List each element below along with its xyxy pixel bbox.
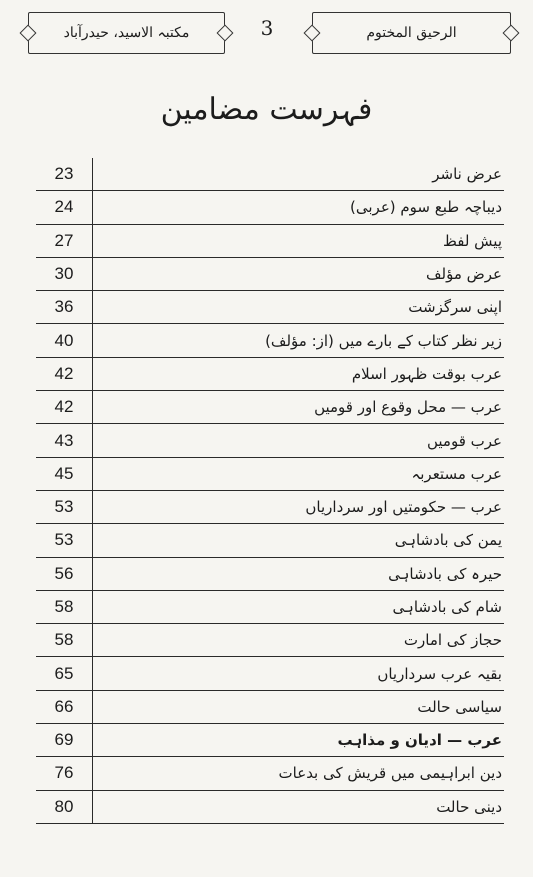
toc-row [36,324,504,357]
toc-row [36,391,504,424]
toc-page-number: 76 [36,757,93,789]
toc-page-number: 58 [36,624,93,656]
toc-page-number: 42 [36,358,93,390]
toc-row [36,591,504,624]
toc-entry-label: یمن کی بادشاہی [394,531,502,550]
toc-entry-label: شام کی بادشاہی [392,598,502,616]
toc-row [36,657,504,690]
toc-row [36,624,504,657]
publisher-text: مکتبہ الاسید، حیدرآباد [63,25,190,41]
toc-row [36,724,504,757]
toc-entry-label: عرب بوقت ظہور اسلام [351,364,502,383]
toc-entry-label: حجاز کی امارت [403,631,502,650]
toc-entry-label: اپنی سرگزشت [408,298,502,317]
book-title-text: الرحیق المختوم [366,25,457,41]
toc-page-number: 43 [36,424,93,456]
toc-row [36,458,504,491]
toc-entry-label: زیر نظر کتاب کے بارے میں (از: مؤلف) [265,331,502,350]
toc-page-number: 40 [36,324,93,356]
toc-entry-label: عرض ناشر [432,165,502,184]
table-of-contents [36,158,504,824]
book-title-frame [312,12,511,54]
toc-row [36,757,504,790]
toc-page-number: 24 [36,191,93,223]
contents-title: فہرست مضامین [160,92,373,127]
toc-row [36,158,504,191]
toc-page-number: 69 [36,724,93,756]
toc-row [36,291,504,324]
toc-entry-label: عرب مستعربہ [411,464,502,483]
toc-page-number: 58 [36,591,93,623]
toc-row [36,424,504,457]
toc-page-number: 65 [36,657,93,689]
toc-entry-label: دیباچہ طبع سوم (عربی) [350,198,502,217]
toc-entry-label: عرض مؤلف [425,265,502,284]
toc-row [36,358,504,391]
toc-entry-label: عرب — ادیان و مذاہب [337,731,502,750]
toc-row [36,791,504,824]
toc-page-number: 66 [36,691,93,723]
toc-entry-label: عرب — حکومتیں اور سرداریاں [305,498,502,517]
toc-row [36,691,504,724]
toc-row [36,225,504,258]
toc-page-number: 53 [36,491,93,523]
toc-page-number: 42 [36,391,93,423]
page-header [0,0,533,70]
toc-page-number: 30 [36,258,93,290]
toc-entry-label: حیرہ کی بادشاہی [388,564,502,583]
toc-entry-label: بقیہ عرب سرداریاں [377,664,502,683]
page-number: 3 [260,16,274,40]
toc-page-number: 23 [36,158,93,190]
toc-row [36,258,504,291]
toc-page-number: 36 [36,291,93,323]
toc-row [36,491,504,524]
publisher-frame [28,12,225,54]
toc-entry-label: سیاسی حالت [417,697,502,716]
toc-page-number: 27 [36,225,93,257]
toc-page-number: 56 [36,558,93,590]
toc-page-number: 45 [36,458,93,490]
toc-entry-label: عرب — محل وقوع اور قومیں [314,398,502,417]
toc-page-number: 80 [36,791,93,823]
toc-entry-label: پیش لفظ [443,231,502,250]
toc-entry-label: دینی حالت [436,797,502,816]
toc-row [36,191,504,224]
toc-entry-label: عرب قومیں [426,431,502,450]
toc-row [36,558,504,591]
toc-row [36,524,504,557]
toc-entry-label: دین ابراہیمی میں قریش کی بدعات [278,764,502,783]
toc-page-number: 53 [36,524,93,556]
